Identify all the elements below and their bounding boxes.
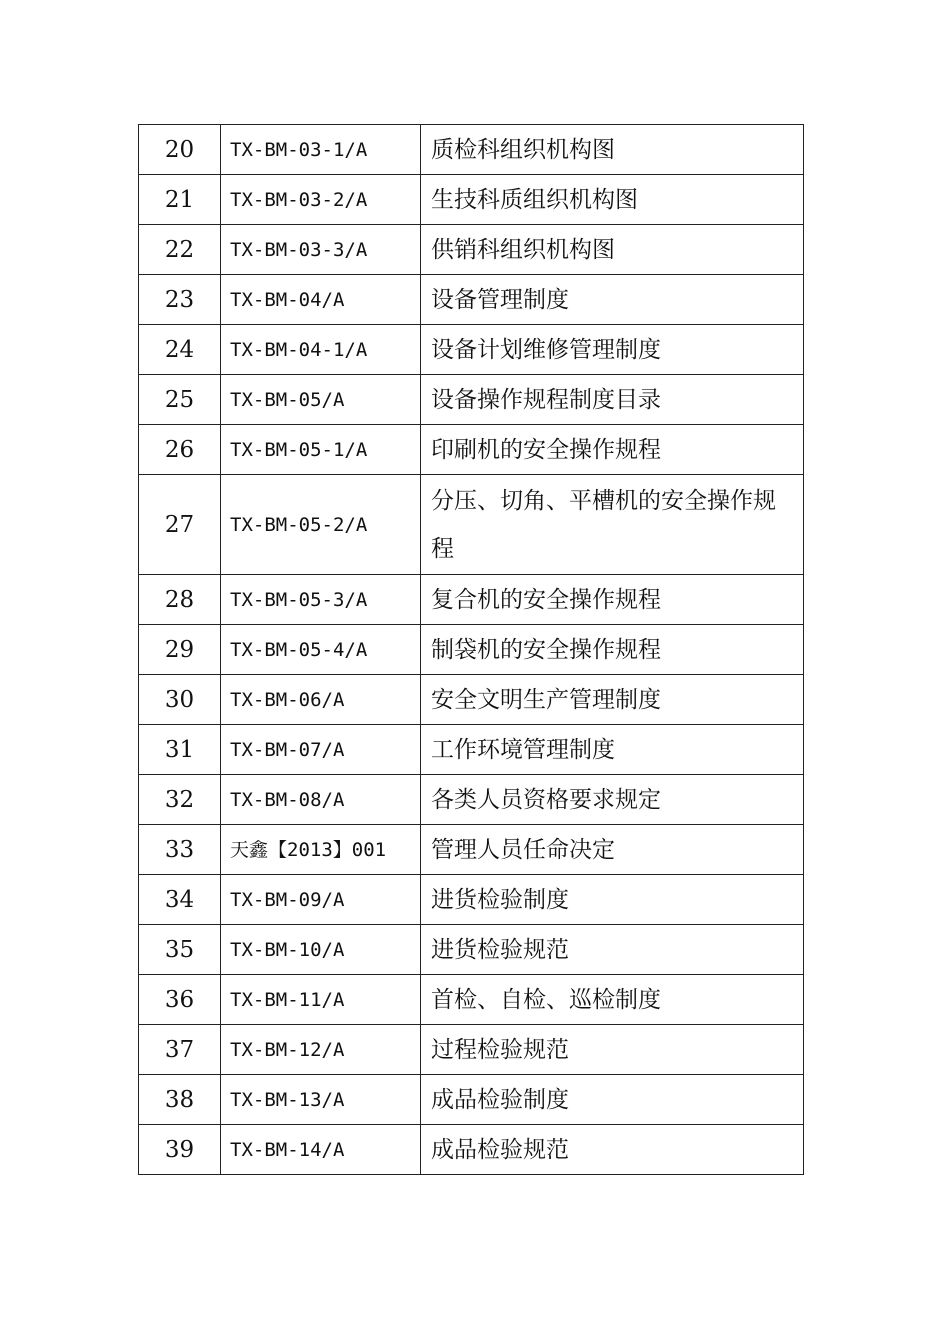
document-name: 质检科组织机构图: [421, 125, 804, 175]
document-name: 安全文明生产管理制度: [421, 675, 804, 725]
document-name: 设备操作规程制度目录: [421, 375, 804, 425]
document-code: TX-BM-04-1/A: [221, 325, 421, 375]
row-number: 20: [139, 125, 221, 175]
document-name: 供销科组织机构图: [421, 225, 804, 275]
table-row: [139, 1125, 804, 1175]
document-code: TX-BM-05-3/A: [221, 575, 421, 625]
document-code: TX-BM-03-3/A: [221, 225, 421, 275]
table-row: [139, 375, 804, 425]
table-row: [139, 875, 804, 925]
document-index-table: [138, 124, 804, 1175]
table-body: [139, 125, 804, 1175]
table-row: [139, 725, 804, 775]
document-code: TX-BM-10/A: [221, 925, 421, 975]
row-number: 22: [139, 225, 221, 275]
document-code: TX-BM-13/A: [221, 1075, 421, 1125]
table-row: [139, 125, 804, 175]
table-row: [139, 475, 804, 575]
row-number: 27: [139, 475, 221, 575]
document-code: TX-BM-03-1/A: [221, 125, 421, 175]
document-code: TX-BM-11/A: [221, 975, 421, 1025]
table-row: [139, 1025, 804, 1075]
table-row: [139, 1075, 804, 1125]
row-number: 31: [139, 725, 221, 775]
document-code: TX-BM-05-1/A: [221, 425, 421, 475]
row-number: 25: [139, 375, 221, 425]
table-row: [139, 425, 804, 475]
row-number: 30: [139, 675, 221, 725]
row-number: 32: [139, 775, 221, 825]
document-code: TX-BM-12/A: [221, 1025, 421, 1075]
document-name: 制袋机的安全操作规程: [421, 625, 804, 675]
table-row: [139, 825, 804, 875]
row-number: 23: [139, 275, 221, 325]
document-name: 成品检验规范: [421, 1125, 804, 1175]
document-name: 设备管理制度: [421, 275, 804, 325]
document-code: TX-BM-08/A: [221, 775, 421, 825]
document-code: TX-BM-05-2/A: [221, 475, 421, 575]
document-name: 管理人员任命决定: [421, 825, 804, 875]
row-number: 37: [139, 1025, 221, 1075]
table-row: [139, 325, 804, 375]
document-code: TX-BM-14/A: [221, 1125, 421, 1175]
document-code: 天鑫【2013】001: [221, 825, 421, 875]
document-name: 分压、切角、平槽机的安全操作规程: [421, 475, 804, 575]
document-code: TX-BM-07/A: [221, 725, 421, 775]
table-row: [139, 275, 804, 325]
document-name: 设备计划维修管理制度: [421, 325, 804, 375]
document-name: 进货检验制度: [421, 875, 804, 925]
table-row: [139, 675, 804, 725]
document-name: 首检、自检、巡检制度: [421, 975, 804, 1025]
document-name: 生技科质组织机构图: [421, 175, 804, 225]
table-row: [139, 575, 804, 625]
document-name: 复合机的安全操作规程: [421, 575, 804, 625]
document-code: TX-BM-03-2/A: [221, 175, 421, 225]
document-code: TX-BM-05-4/A: [221, 625, 421, 675]
row-number: 36: [139, 975, 221, 1025]
document-name: 过程检验规范: [421, 1025, 804, 1075]
row-number: 24: [139, 325, 221, 375]
table-row: [139, 925, 804, 975]
table-row: [139, 775, 804, 825]
row-number: 35: [139, 925, 221, 975]
document-code: TX-BM-05/A: [221, 375, 421, 425]
row-number: 28: [139, 575, 221, 625]
document-code: TX-BM-04/A: [221, 275, 421, 325]
table-row: [139, 975, 804, 1025]
document-name: 进货检验规范: [421, 925, 804, 975]
row-number: 34: [139, 875, 221, 925]
row-number: 29: [139, 625, 221, 675]
document-code: TX-BM-09/A: [221, 875, 421, 925]
row-number: 38: [139, 1075, 221, 1125]
row-number: 33: [139, 825, 221, 875]
document-name: 各类人员资格要求规定: [421, 775, 804, 825]
row-number: 21: [139, 175, 221, 225]
document-name: 印刷机的安全操作规程: [421, 425, 804, 475]
document-code: TX-BM-06/A: [221, 675, 421, 725]
table-row: [139, 625, 804, 675]
row-number: 26: [139, 425, 221, 475]
document-name: 工作环境管理制度: [421, 725, 804, 775]
row-number: 39: [139, 1125, 221, 1175]
table-row: [139, 175, 804, 225]
table-row: [139, 225, 804, 275]
document-name: 成品检验制度: [421, 1075, 804, 1125]
